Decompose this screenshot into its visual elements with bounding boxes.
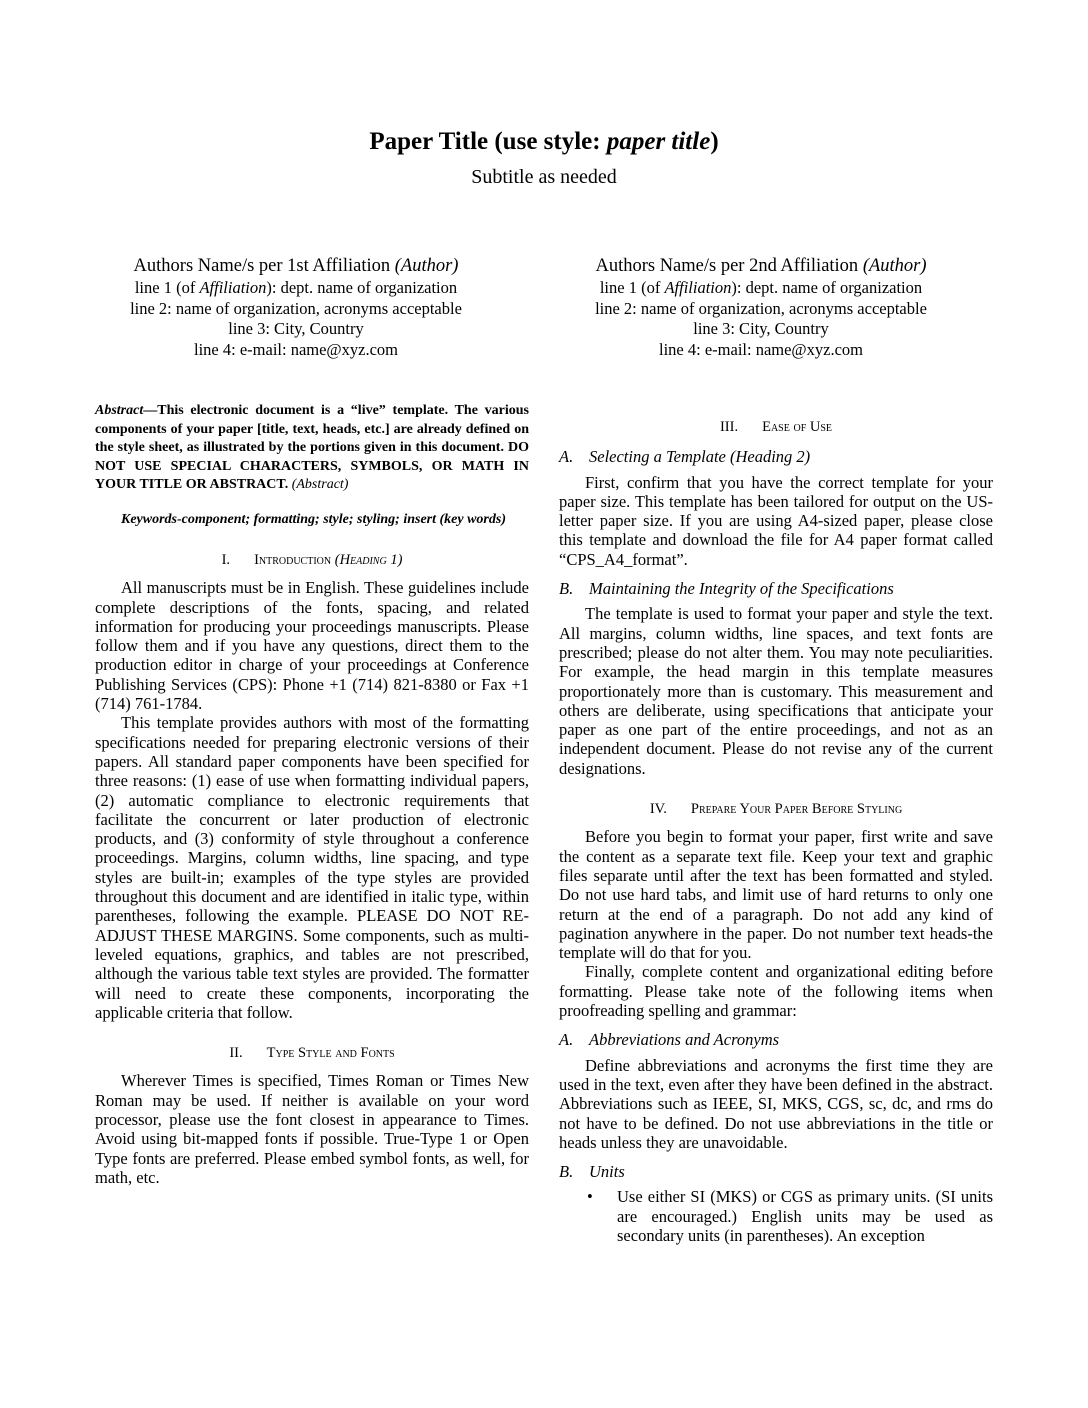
bullet-dot-icon: •	[587, 1187, 593, 1207]
section-title: Ease of Use	[762, 419, 833, 435]
section-number: I.	[221, 552, 231, 568]
subsection-title: Selecting a Template (Heading 2)	[589, 447, 811, 467]
abstract-tail: (Abstract)	[291, 477, 349, 492]
paper-title-close: )	[710, 128, 719, 155]
abstract	[95, 402, 529, 495]
subsection-title: Units	[589, 1162, 625, 1182]
section-heading-2	[95, 1044, 529, 1063]
subsection-title: Abbreviations and Acronyms	[589, 1030, 780, 1050]
paragraph: First, confirm that you have the correct template for your paper size. This template has been tailored for output on the US-letter paper size. If you are using A4-sized paper, please close this template and download the file for A4 paper format called “CPS_A4_format”.	[559, 472, 993, 569]
author-role: (Author)	[862, 256, 927, 276]
author-name	[86, 254, 506, 278]
paper-subtitle: Subtitle as needed	[471, 166, 617, 188]
author-line-1	[86, 278, 506, 299]
subsection-number: A.	[559, 1030, 574, 1050]
section-heading-1	[95, 551, 529, 570]
author-line-2: line 2: name of organization, acronyms acceptable	[130, 298, 462, 318]
paragraph: This template provides authors with most of the formatting specifications needed for preparing electronic versions of their papers. All standard paper components have been specified for three reasons: (1) ease of use when formatting individual papers, (2) automatic compliance to electronic requirements that facilitate the concurrent or later production of electronic products, and (3) conformity of style throughout a conference proceedings. Margins, column widths, line spacing, and type styles are built-in; examples of the type styles are provided throughout this document and are identified in italic type, within parentheses, following the example. PLEASE DO NOT RE-ADJUST THESE MARGINS. Some components, such as multi-leveled equations, graphics, and tables are not prescribed, although the various table text styles are provided. The formatter will need to create these components, incorporating the applicable criteria that follow.	[95, 713, 529, 1022]
subsection-heading	[559, 447, 993, 466]
author-line-3: line 3: City, Country	[228, 319, 364, 338]
paragraph: The template is used to format your paper and style the text. All margins, column widths, line spaces, and text fonts are prescribed; please do not alter them. You may note peculiarities. For example, the head margin in this template measures proportionately more than is customary. This measurement and others are deliberate, using specifications that anticipate your paper as one part of the entire proceedings, and not as an independent document. Please do not revise any of the current designations.	[559, 604, 993, 778]
author-block-2	[551, 254, 971, 360]
subsection-heading	[559, 1030, 993, 1049]
paper-title	[0, 128, 1088, 156]
line1-post: ): dept. name of organization	[266, 278, 458, 297]
line1-post: ): dept. name of organization	[731, 278, 923, 297]
keywords: Keywords-component; formatting; style; styling; insert (key words)	[121, 511, 506, 527]
line1-italic: Affiliation	[199, 278, 267, 297]
section-heading-4	[559, 800, 993, 819]
paragraph: Before you begin to format your paper, first write and save the content as a separate text file. Keep your text and graphic files separate until after the text has been formatted and styled. Do not use hard tabs, and limit use of hard returns to only one return at the end of a paragraph. Do not add any kind of pagination anywhere in the paper. Do not number text heads-the template will do that for you.	[559, 827, 993, 963]
paper-title-text: Paper Title (use style:	[369, 128, 607, 155]
section-number: II.	[229, 1045, 243, 1062]
abstract-body: —This electronic document is a “live” template. The various components of your paper [title, text, heads, etc.] are already defined on the style sheet, as illustrated by the portions given in this document. DO NOT USE SPECIAL CHARACTERS, SYMBOLS, OR MATH IN YOUR TITLE OR ABSTRACT.	[95, 403, 529, 492]
author-line-1	[551, 278, 971, 299]
paragraph: Define abbreviations and acronyms the first time they are used in the text, even after they have been defined in the abstract. Abbreviations such as IEEE, SI, MKS, CGS, sc, dc, and rms do not have to be defined. Do not use abbreviations in the title or heads unless they are unavoidable.	[559, 1055, 993, 1152]
paragraph: Wherever Times is specified, Times Roman or Times New Roman may be used. If neither is available on your word processor, please use the font closest in appearance to Times. Avoid using bit-mapped fonts if possible. True-Type 1 or Open Type fonts are preferred. Please embed symbol fonts, as well, for math, etc.	[95, 1071, 529, 1187]
subsection-heading	[559, 579, 993, 598]
section-title: Introduction	[254, 552, 335, 568]
line1-pre: line 1 (of	[134, 278, 200, 297]
right-column	[559, 402, 993, 1245]
paragraph: Finally, complete content and organizational editing before formatting. Please take note of the following items when proofreading spelling and grammar:	[559, 962, 993, 1021]
author-line-2: line 2: name of organization, acronyms acceptable	[595, 298, 927, 318]
line1-italic: Affiliation	[664, 278, 732, 297]
author-role: (Author)	[394, 256, 459, 276]
author-line-4: line 4: e-mail: name@xyz.com	[659, 339, 863, 359]
subsection-heading	[559, 1162, 993, 1181]
author-name-text: Authors Name/s per 1st Affiliation	[133, 256, 395, 276]
paragraph: All manuscripts must be in English. These guidelines include complete descriptions of the fonts, spacing, and related information for producing your proceedings manuscripts. Please follow them and if you have any questions, direct them to the production editor in charge of your proceedings at Conference Publishing Services (CPS): Phone +1 (714) 821-8380 or Fax +1 (714) 761-1784.	[95, 578, 529, 714]
section-title: Type Style and Fonts	[266, 1045, 395, 1062]
author-line-4: line 4: e-mail: name@xyz.com	[194, 339, 398, 359]
section-number: III.	[719, 419, 739, 435]
abstract-lead: Abstract	[95, 403, 144, 418]
section-heading-3	[559, 418, 993, 437]
left-column	[95, 402, 529, 1187]
author-name	[551, 254, 971, 278]
subsection-number: B.	[559, 1162, 574, 1182]
subsection-number: B.	[559, 579, 574, 599]
bullet-text: Use either SI (MKS) or CGS as primary units. (SI units are encouraged.) English units may be used as secondary units (in parentheses). An exception	[617, 1187, 993, 1245]
author-name-text: Authors Name/s per 2nd Affiliation	[595, 256, 863, 276]
section-number: IV.	[649, 801, 667, 818]
subsection-title: Maintaining the Integrity of the Specifications	[589, 579, 894, 599]
author-line-3: line 3: City, Country	[693, 319, 829, 338]
section-title: Prepare Your Paper Before Styling	[690, 801, 903, 818]
bullet-item	[559, 1187, 993, 1245]
author-block-1	[86, 254, 506, 360]
paper-title-italic: paper title	[606, 128, 711, 155]
subsection-number: A.	[559, 447, 574, 467]
line1-pre: line 1 (of	[599, 278, 665, 297]
section-title-italic: (Heading 1)	[334, 552, 403, 568]
